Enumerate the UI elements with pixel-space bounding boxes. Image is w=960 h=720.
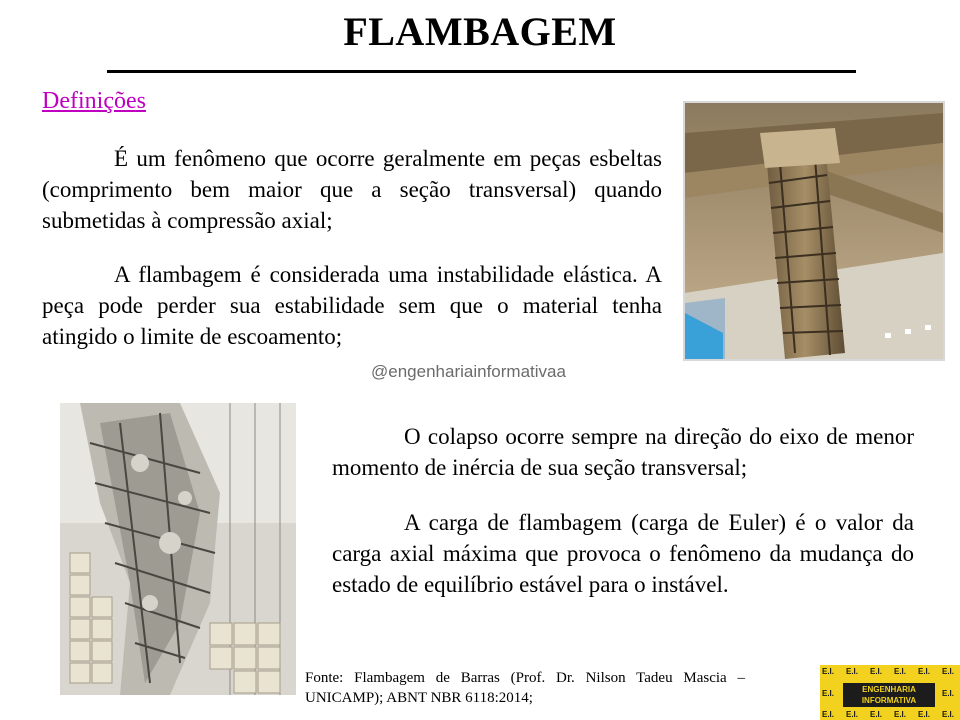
- slide-title: FLAMBAGEM: [343, 9, 617, 54]
- title-divider: [107, 70, 856, 73]
- section-heading-definicoes[interactable]: Definições: [42, 88, 146, 114]
- logo-line-2: INFORMATIVA: [861, 696, 917, 705]
- logo-tile-text: E.I.: [870, 710, 883, 719]
- source-citation: Fonte: Flambagem de Barras (Prof. Dr. Nilson Tadeu Mascia – UNICAMP); ABNT NBR 6118:2014;: [305, 670, 745, 706]
- logo-tile-text: E.I.: [846, 667, 859, 676]
- logo-line-1: ENGENHARIA: [862, 685, 916, 694]
- logo-tile-text: E.I.: [894, 710, 907, 719]
- logo-tile-text: E.I.: [942, 689, 955, 698]
- watermark-handle: @engenhariainformativaa: [371, 362, 566, 381]
- logo-tile-text: E.I.: [822, 689, 835, 698]
- buckled-column-photo: [683, 101, 945, 361]
- paragraph-definition-4: A carga de flambagem (carga de Euler) é o valor da carga axial máxima que provoca o fenômeno da mudança do estado de equilíbrio estável para o instável.: [332, 510, 914, 597]
- logo-tile-text: E.I.: [870, 667, 883, 676]
- logo-tile-text: E.I.: [942, 710, 955, 719]
- logo-tile-text: E.I.: [894, 667, 907, 676]
- logo-tile-text: E.I.: [822, 667, 835, 676]
- paragraph-definition-3: O colapso ocorre sempre na direção do eixo de menor momento de inércia de sua seção transversal;: [332, 424, 914, 480]
- logo-tile-text: E.I.: [918, 667, 931, 676]
- logo-tile-text: E.I.: [846, 710, 859, 719]
- paragraph-definition-2: A flambagem é considerada uma instabilidade elástica. A peça pode perder sua estabilidade sem que o material tenha atingido o limite de escoamento;: [42, 262, 662, 349]
- logo-tile-text: E.I.: [822, 710, 835, 719]
- paragraph-definition-1: É um fenômeno que ocorre geralmente em peças esbeltas (comprimento bem maior que a seção transversal) quando submetidas à compressão axial;: [42, 146, 662, 233]
- logo-tile-text: E.I.: [918, 710, 931, 719]
- engenharia-informativa-logo: [820, 665, 960, 720]
- logo-wordmark: [843, 683, 935, 707]
- collapsed-column-photo: [60, 403, 296, 695]
- logo-tile-text: E.I.: [942, 667, 955, 676]
